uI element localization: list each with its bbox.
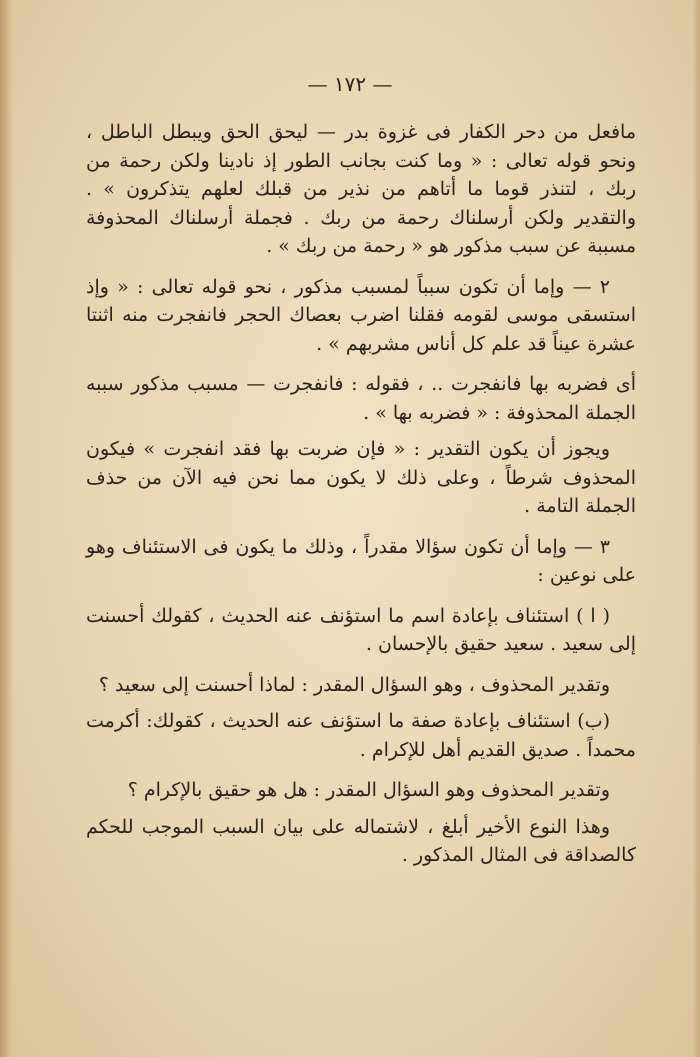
paragraph-10: وهذا النوع الأخير أبلغ ، لاشتماله على بيان السبب الموجب للحكم كالصداقة فى المثال المذكور . xyxy=(86,815,636,866)
page-number: — ١٧٢ — xyxy=(307,72,393,96)
paragraph-8: (ب) استئناف بإعادة صفة ما استؤنف عنه الحديث ، كقولك: أكرمت محمداً . صديق القديم أهل للإكرام . xyxy=(86,710,636,761)
paragraph-2: ٢ — وإما أن تكون سبباً لمسبب مذكور ، نحو قوله تعالى : « وإذ استسقى موسى لقومه فقلنا اضرب بعصاك الحجر فانفجرت منه اثنتا عشرة عيناً قد علم كل أناس مشربهم » . xyxy=(86,275,636,355)
page-left-edge-shadow xyxy=(0,0,14,1057)
body-text xyxy=(86,118,636,882)
page-right-edge-shadow xyxy=(692,0,700,1057)
paragraph-1: مافعل من دحر الكفار فى غزوة بدر — ليحق الحق ويبطل الباطل ، ونحو قوله تعالى : « وما كنت بجانب الطور إذ نادينا ولكن رحمة من ربك ، لتنذر قوما ما أتاهم من نذير من قبلك لعلهم يتذكرون » . والتقدير ولكن أرسلناك رحمة من ربك . فجملة أرسلناك المحذوفة مسببة عن سبب مذكور هو « رحمة من ربك » . xyxy=(86,121,636,257)
paragraph-5: ٣ — وإما أن تكون سؤالا مقدراً ، وذلك ما يكون فى الاستئناف وهو على نوعين : xyxy=(86,535,636,586)
paragraph-7: وتقدير المحذوف ، وهو السؤال المقدر : لماذا أحسنت إلى سعيد ؟ xyxy=(98,673,610,696)
paragraph-4: ويجوز أن يكون التقدير : « فإن ضربت بها فقد انفجرت » فيكون المحذوف شرطاً ، وعلى ذلك لا يكون مما نحن فيه الآن من حذف الجملة التامة . xyxy=(86,438,636,517)
paragraph-6: ( ا ) استئناف بإعادة اسم ما استؤنف عنه الحديث ، كقولك أحسنت إلى سعيد . سعيد حقيق بالإحسان . xyxy=(86,604,636,655)
paragraph-3: أى فضربه بها فانفجرت .. ، فقوله : فانفجرت — مسبب مذكور سببه الجملة المحذوفة : « فضربه بها » . xyxy=(86,373,636,424)
paragraph-9: وتقدير المحذوف وهو السؤال المقدر : هل هو حقيق بالإكرام ؟ xyxy=(127,779,610,801)
